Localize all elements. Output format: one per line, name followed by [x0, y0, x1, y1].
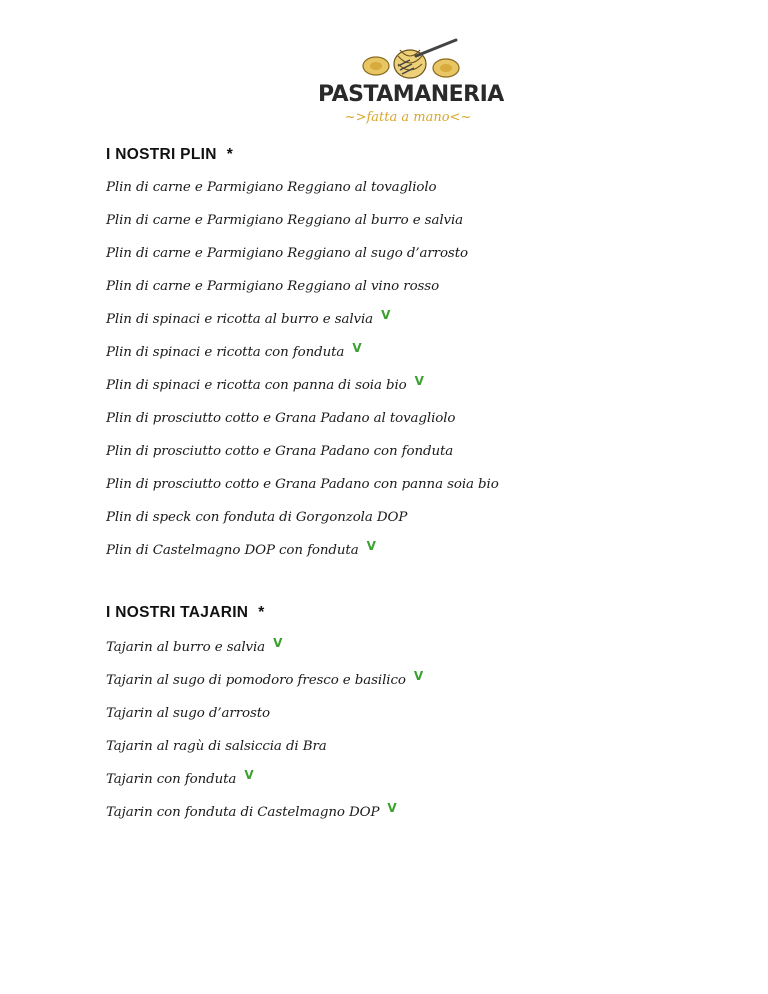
menu-item: Plin di prosciutto cotto e Grana Padano al tovagliolo — [106, 411, 456, 426]
menu-item: Plin di Castelmagno DOP con fonduta V — [106, 539, 376, 558]
brand-name: PASTAMANERIA — [318, 82, 504, 107]
vegetarian-icon: V — [381, 308, 391, 322]
menu-item: Tajarin al ragù di salsiccia di Bra — [106, 739, 327, 754]
vegetarian-icon: V — [352, 341, 362, 355]
menu-item: Plin di prosciutto cotto e Grana Padano con panna soia bio — [106, 477, 499, 492]
menu-item: Plin di carne e Parmigiano Reggiano al vino rosso — [106, 279, 440, 294]
vegetarian-icon: V — [366, 539, 376, 553]
menu-item: Tajarin con fonduta V — [106, 768, 254, 787]
menu-item: Plin di carne e Parmigiano Reggiano al tovagliolo — [106, 180, 437, 195]
menu-item: Plin di prosciutto cotto e Grana Padano con fonduta — [106, 444, 454, 459]
menu-item: Tajarin al sugo di pomodoro fresco e basilico V — [106, 669, 424, 688]
vegetarian-icon: V — [414, 374, 424, 388]
menu-item: Plin di carne e Parmigiano Reggiano al sugo d’arrosto — [106, 246, 468, 261]
menu-item: Tajarin con fonduta di Castelmagno DOP V — [106, 801, 397, 820]
vegetarian-icon: V — [387, 801, 397, 815]
menu-item: Tajarin al sugo d’arrosto — [106, 706, 270, 721]
vegetarian-icon: V — [413, 669, 424, 683]
menu-item: Plin di spinaci e ricotta con panna di soia bio V — [106, 374, 424, 393]
menu-item: Tajarin al burro e salvia V — [106, 636, 283, 655]
menu-item: Plin di carne e Parmigiano Reggiano al burro e salvia — [106, 213, 464, 228]
section-marker: * — [226, 146, 234, 163]
menu-item: Plin di speck con fonduta di Gorgonzola DOP — [106, 510, 408, 525]
logo — [318, 36, 504, 128]
vegetarian-icon: V — [273, 636, 283, 650]
section-title-plin: I NOSTRI PLIN * — [106, 146, 234, 163]
section-title-tajarin: I NOSTRI TAJARIN * — [106, 604, 265, 621]
pasta-fork-icon — [358, 36, 468, 86]
menu-item: Plin di spinaci e ricotta al burro e salvia V — [106, 308, 391, 327]
section-marker: * — [258, 604, 265, 621]
menu-item: Plin di spinaci e ricotta con fonduta V — [106, 341, 362, 360]
vegetarian-icon: V — [244, 768, 254, 782]
brand-tagline: ~>fatta a mano<~ — [344, 110, 472, 125]
